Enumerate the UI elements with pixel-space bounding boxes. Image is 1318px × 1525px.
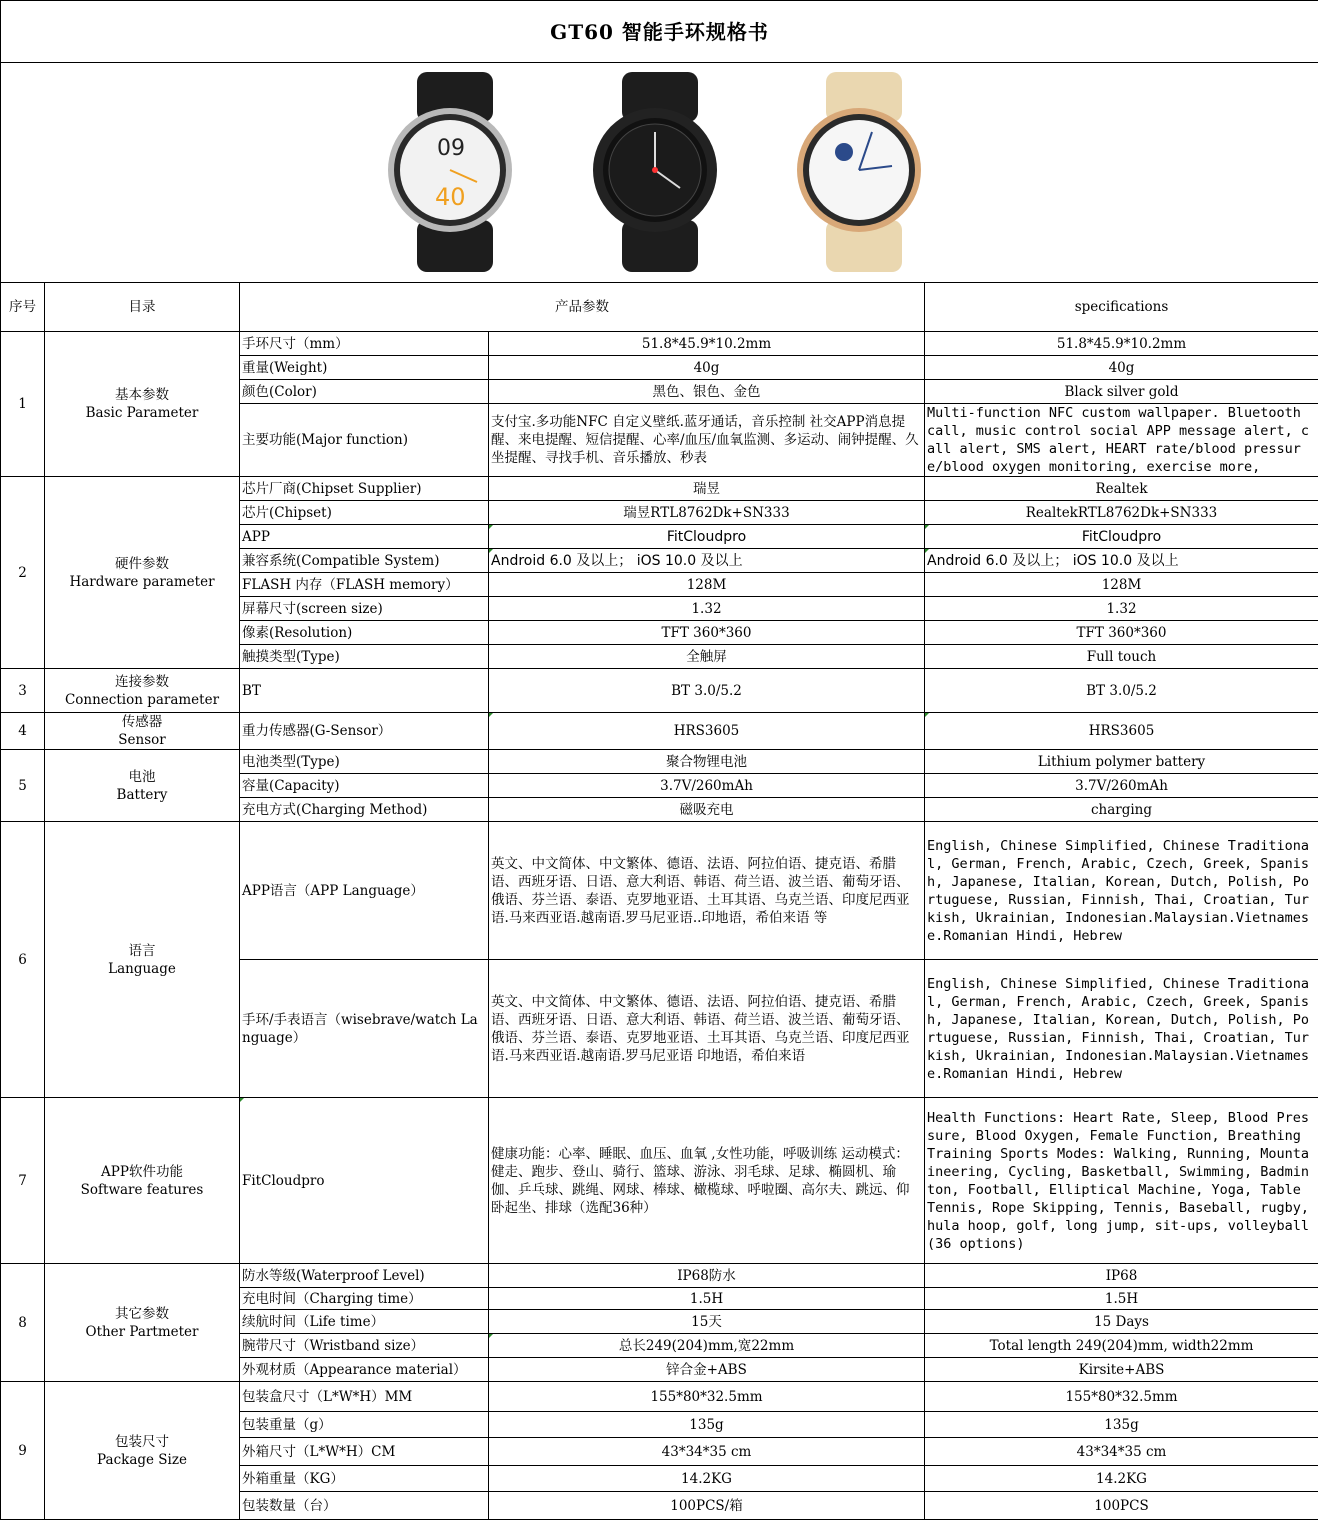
param-label: 颜色(Color) <box>240 380 489 404</box>
param-value-cn: 135g <box>489 1412 925 1438</box>
svg-text:09: 09 <box>437 136 466 161</box>
param-value-en: Multi-function NFC custom wallpaper. Bluetooth call, music control social APP message alert, call alert, SMS alert, HEART rate/blood pressure/blood oxygen monitoring, exercise more, <box>925 404 1318 477</box>
group-number: 2 <box>1 477 45 669</box>
param-value-cn: 锌合金+ABS <box>489 1358 925 1382</box>
param-label: 芯片(Chipset) <box>240 501 489 525</box>
spec-row <box>1 1382 1318 1412</box>
param-value-cn: 40g <box>489 356 925 380</box>
param-label: 外箱重量（KG） <box>240 1466 489 1492</box>
category-cn: 其它参数 <box>115 1305 169 1322</box>
param-value-cn: 43*34*35 cm <box>489 1438 925 1466</box>
param-value-en: Full touch <box>925 645 1318 669</box>
param-value-en: charging <box>925 798 1318 822</box>
param-label: APP <box>240 525 489 549</box>
category-en: Connection parameter <box>64 691 220 708</box>
param-value-cn: IP68防水 <box>489 1264 925 1288</box>
category-cn: 电池 <box>128 768 156 785</box>
spec-row <box>1 669 1318 713</box>
category-en: Battery <box>116 786 168 803</box>
param-label: 防水等级(Waterproof Level) <box>240 1264 489 1288</box>
param-value-en: HRS3605 <box>925 713 1318 750</box>
param-value-en: FitCloudpro <box>925 525 1318 549</box>
param-label: BT <box>240 669 489 713</box>
spec-row <box>1 1098 1318 1264</box>
param-value-en: 51.8*45.9*10.2mm <box>925 332 1318 356</box>
param-label: 重量(Weight) <box>240 356 489 380</box>
svg-text:40: 40 <box>435 183 466 211</box>
category-cn: APP软件功能 <box>101 1163 183 1180</box>
category-cn: 硬件参数 <box>115 555 169 572</box>
param-value-cn: HRS3605 <box>489 713 925 750</box>
param-value-en: English, Chinese Simplified, Chinese Traditional, German, French, Arabic, Czech, Greek, Spanish, Japanese, Italian, Korean, Dutch, Polish, Portuguese, Russian, Finnish, Thai, Croatian, Turkish, Ukrainian, Indonesian.Malaysian.Vietnamese.Romanian Hindi, Hebrew <box>925 822 1318 960</box>
spec-row <box>1 713 1318 750</box>
param-value-en: 155*80*32.5mm <box>925 1382 1318 1412</box>
param-label: 像素(Resolution) <box>240 621 489 645</box>
param-value-en: 1.5H <box>925 1288 1318 1310</box>
header-specs: specifications <box>925 283 1318 332</box>
header-category: 目录 <box>45 283 240 332</box>
param-label: 外箱尺寸（L*W*H）CM <box>240 1438 489 1466</box>
product-images <box>1 63 1318 283</box>
category-cn: 传感器 <box>121 714 163 730</box>
spec-row <box>1 332 1318 356</box>
param-value-cn: FitCloudpro <box>489 525 925 549</box>
param-value-en: 135g <box>925 1412 1318 1438</box>
category-cn: 语言 <box>128 942 156 959</box>
param-label: FLASH 内存（FLASH memory） <box>240 573 489 597</box>
category-en: Language <box>108 960 176 977</box>
param-value-en: 15 Days <box>925 1310 1318 1334</box>
group-number: 8 <box>1 1264 45 1382</box>
spec-row <box>1 750 1318 774</box>
param-value-en: Black silver gold <box>925 380 1318 404</box>
param-label: 包装盒尺寸（L*W*H）MM <box>240 1382 489 1412</box>
param-value-cn: 支付宝.多功能NFC 自定义壁纸.蓝牙通话，音乐控制 社交APP消息提醒、来电提醒、短信提醒、心率/血压/血氧监测、多运动、闹钟提醒、久坐提醒、寻找手机、音乐播放、秒表 <box>489 404 925 477</box>
param-value-cn: 聚合物锂电池 <box>489 750 925 774</box>
param-label: 兼容系统(Compatible System) <box>240 549 489 573</box>
param-value-en: English, Chinese Simplified, Chinese Traditional, German, French, Arabic, Czech, Greek, Spanish, Japanese, Italian, Korean, Dutch, Polish, Portuguese, Russian, Finnish, Thai, Croatian, Turkish, Ukrainian, Indonesian.Malaysian.Vietnamese.Romanian Hindi, Hebrew <box>925 960 1318 1098</box>
spec-row <box>1 822 1318 960</box>
param-value-en: TFT 360*360 <box>925 621 1318 645</box>
param-label: 包装重量（g） <box>240 1412 489 1438</box>
param-value-cn: 128M <box>489 573 925 597</box>
group-number: 9 <box>1 1382 45 1520</box>
param-label: FitCloudpro <box>240 1098 489 1264</box>
category-cn: 基本参数 <box>115 387 169 403</box>
header-no: 序号 <box>1 283 45 332</box>
param-label: 芯片厂商(Chipset Supplier) <box>240 477 489 501</box>
param-label: 主要功能(Major function) <box>240 404 489 477</box>
spec-row <box>1 477 1318 501</box>
param-value-en: Android 6.0 及以上； iOS 10.0 及以上 <box>925 549 1318 573</box>
param-label: 重力传感器(G-Sensor） <box>240 713 489 750</box>
group-category <box>45 750 240 822</box>
param-value-en: 3.7V/260mAh <box>925 774 1318 798</box>
param-value-en: 14.2KG <box>925 1466 1318 1492</box>
param-value-cn: 英文、中文简体、中文繁体、德语、法语、阿拉伯语、捷克语、希腊语、西班牙语、日语、意大利语、韩语、荷兰语、波兰语、葡萄牙语、俄语、芬兰语、泰语、克罗地亚语、土耳其语、乌克兰语、印度尼西亚语.马来西亚语.越南语.罗马尼亚语 印地语，希伯来语 <box>489 960 925 1098</box>
group-number: 7 <box>1 1098 45 1264</box>
param-value-cn: Android 6.0 及以上； iOS 10.0 及以上 <box>489 549 925 573</box>
param-value-cn: 3.7V/260mAh <box>489 774 925 798</box>
group-number: 1 <box>1 332 45 477</box>
param-value-cn: 1.5H <box>489 1288 925 1310</box>
param-value-cn: 155*80*32.5mm <box>489 1382 925 1412</box>
param-value-cn: 瑞昱RTL8762Dk+SN333 <box>489 501 925 525</box>
param-value-cn: 英文、中文简体、中文繁体、德语、法语、阿拉伯语、捷克语、希腊语、西班牙语、日语、意大利语、韩语、荷兰语、波兰语、葡萄牙语、俄语、芬兰语、泰语、克罗地亚语、土耳其语、乌克兰语、印度尼西亚语.马来西亚语.越南语.罗马尼亚语..印地语，希伯来语 等 <box>489 822 925 960</box>
param-label: 充电方式(Charging Method) <box>240 798 489 822</box>
category-en: Basic Parameter <box>85 405 199 421</box>
param-label: 充电时间（Charging time） <box>240 1288 489 1310</box>
param-label: APP语言（APP Language） <box>240 822 489 960</box>
param-value-en: Health Functions: Heart Rate, Sleep, Blood Pressure, Blood Oxygen, Female Function, Breathing Training Sports Modes: Walking, Running, Mountaineering, Cycling, Basketball, Swimming, Badminton, Football, Elliptical Machine, Yoga, Table Tennis, Rope Skipping, Tennis, Baseball, rugby, hula hoop, golf, long jump, sit-ups, volleyball (36 options) <box>925 1098 1318 1264</box>
spec-row <box>1 1264 1318 1288</box>
param-label: 续航时间（Life time） <box>240 1310 489 1334</box>
category-en: Other Partmeter <box>85 1323 199 1340</box>
group-category <box>45 669 240 713</box>
param-value-cn: 100PCS/箱 <box>489 1492 925 1520</box>
param-label: 手环尺寸（mm） <box>240 332 489 356</box>
param-value-en: BT 3.0/5.2 <box>925 669 1318 713</box>
param-label: 屏幕尺寸(screen size) <box>240 597 489 621</box>
param-value-cn: 健康功能：心率、睡眠、血压、血氧 ,女性功能，呼吸训练 运动模式： 健走、跑步、登山、骑行、篮球、游泳、羽毛球、足球、椭圆机、瑜伽、乒乓球、跳绳、网球、棒球、橄榄球、呼啦圈、高尔夫、跳远、仰卧起坐、排球（选配36种） <box>489 1098 925 1264</box>
group-number: 6 <box>1 822 45 1098</box>
param-value-cn: 全触屏 <box>489 645 925 669</box>
param-value-cn: 磁吸充电 <box>489 798 925 822</box>
param-value-cn: 51.8*45.9*10.2mm <box>489 332 925 356</box>
param-value-en: 40g <box>925 356 1318 380</box>
param-value-cn: 总长249(204)mm,宽22mm <box>489 1334 925 1358</box>
param-value-en: RealtekRTL8762Dk+SN333 <box>925 501 1318 525</box>
param-value-cn: 1.32 <box>489 597 925 621</box>
param-value-en: 100PCS <box>925 1492 1318 1520</box>
param-value-cn: 15天 <box>489 1310 925 1334</box>
group-category <box>45 332 240 477</box>
watch-gold-icon <box>774 70 954 275</box>
param-label: 腕带尺寸（Wristband size） <box>240 1334 489 1358</box>
param-value-en: Lithium polymer battery <box>925 750 1318 774</box>
page-title: GT60 智能手环规格书 <box>1 1 1318 63</box>
group-category <box>45 1264 240 1382</box>
param-value-cn: 瑞昱 <box>489 477 925 501</box>
category-en: Package Size <box>97 1451 187 1468</box>
group-category <box>45 477 240 669</box>
category-en: Hardware parameter <box>69 573 215 590</box>
param-label: 容量(Capacity) <box>240 774 489 798</box>
watch-black-icon <box>570 70 750 275</box>
param-value-en: Total length 249(204)mm, width22mm <box>925 1334 1318 1358</box>
param-value-en: 1.32 <box>925 597 1318 621</box>
category-cn: 包装尺寸 <box>115 1433 169 1450</box>
category-cn: 连接参数 <box>115 673 169 690</box>
param-label: 外观材质（Appearance material） <box>240 1358 489 1382</box>
param-value-en: Kirsite+ABS <box>925 1358 1318 1382</box>
group-number: 5 <box>1 750 45 822</box>
group-category <box>45 1382 240 1520</box>
param-value-cn: BT 3.0/5.2 <box>489 669 925 713</box>
param-value-cn: 黑色、银色、金色 <box>489 380 925 404</box>
group-number: 4 <box>1 713 45 750</box>
group-category <box>45 822 240 1098</box>
param-value-cn: 14.2KG <box>489 1466 925 1492</box>
param-label: 手环/手表语言（wisebrave/watch Language） <box>240 960 489 1098</box>
param-label: 包装数量（台） <box>240 1492 489 1520</box>
group-number: 3 <box>1 669 45 713</box>
category-en: Software features <box>80 1181 204 1198</box>
header-params: 产品参数 <box>240 283 925 332</box>
param-label: 电池类型(Type) <box>240 750 489 774</box>
category-en: Sensor <box>118 732 166 748</box>
param-label: 触摸类型(Type) <box>240 645 489 669</box>
watch-silver-icon <box>365 70 545 275</box>
param-value-en: 128M <box>925 573 1318 597</box>
group-category <box>45 1098 240 1264</box>
param-value-en: IP68 <box>925 1264 1318 1288</box>
param-value-en: Realtek <box>925 477 1318 501</box>
param-value-cn: TFT 360*360 <box>489 621 925 645</box>
group-category <box>45 713 240 750</box>
param-value-en: 43*34*35 cm <box>925 1438 1318 1466</box>
